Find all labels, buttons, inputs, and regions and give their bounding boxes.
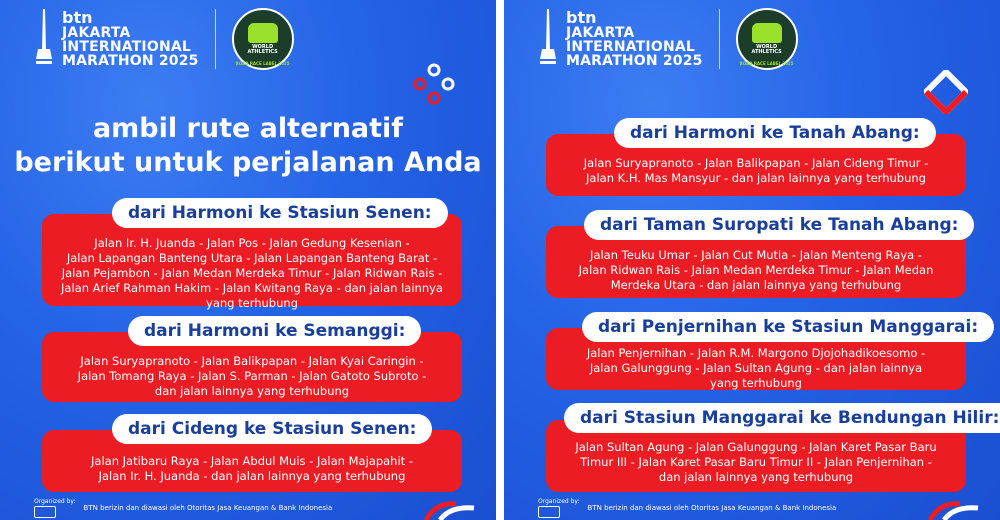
footer — [538, 498, 836, 518]
route-title: dari Harmoni ke Semanggi: — [128, 316, 421, 346]
left-panel — [0, 0, 496, 520]
wordmark-line1: JAKARTA — [62, 25, 131, 41]
corner-stripes-icon — [416, 498, 476, 520]
corner-stripes-icon — [920, 498, 980, 520]
organizer-logo-icon — [538, 506, 560, 518]
wordmark-line2: INTERNATIONAL — [62, 39, 192, 55]
badge-text: WORLD ATHLETICS — [247, 43, 278, 55]
regulatory-notice: BTN berizin dan diawasi oleh Otoritas Jasa Keuangan & Bank Indonesia — [587, 504, 837, 512]
header-divider — [719, 9, 720, 69]
organizer: Organized by: — [34, 498, 76, 518]
regulatory-notice: BTN berizin dan diawasi oleh Otoritas Jasa Keuangan & Bank Indonesia — [83, 504, 333, 512]
decor-diamond-icon — [924, 70, 968, 114]
route-description: Jalan Ir. H. Juanda - Jalan Pos - Jalan Gedung Kesenian - Jalan Lapangan Banteng Utara - Jalan Lapangan Banteng Barat - Jalan Pejambon - Jalan Medan Merdeka Timur - Jalan Ridwan Rais - Jalan Arief Rahman Hakim - Jalan Kwitang Raya - dan jalan lainnya yang terhubung — [61, 236, 443, 310]
decor-dots-icon — [412, 62, 456, 106]
footer — [34, 498, 332, 518]
right-panel — [504, 0, 1000, 520]
badge-ring-text: ROAD RACE LABEL 2025 — [235, 61, 290, 66]
route-title: dari Cideng ke Stasiun Senen: — [112, 414, 432, 444]
event-logo-header — [540, 8, 798, 70]
wordmark-line3: MARATHON 2025 — [62, 53, 199, 69]
route-title: dari Harmoni ke Stasiun Senen: — [112, 198, 448, 228]
route-title: dari Harmoni ke Tanah Abang: — [614, 118, 936, 148]
route-title: dari Stasiun Manggarai ke Bendungan Hilir: — [564, 403, 1000, 433]
route-title: dari Penjernihan ke Stasiun Manggarai: — [582, 312, 994, 342]
monas-icon — [540, 9, 556, 69]
world-athletics-badge — [736, 8, 798, 70]
world-athletics-badge — [232, 8, 294, 70]
event-wordmark — [62, 10, 199, 68]
event-logo-header — [36, 8, 294, 70]
badge-text: WORLD ATHLETICS — [751, 43, 782, 55]
route-description: Jalan Sultan Agung - Jalan Galunggung - Jalan Karet Pasar Baru Timur III - Jalan Karet Pasar Baru Timur II - Jalan Penjernihan - dan jalan lainnya yang terhubung — [575, 440, 937, 484]
headline-line2: berikut untuk perjalanan Anda — [14, 147, 482, 178]
route-description: Jalan Penjernihan - Jalan R.M. Margono Djojohadikoesomo - Jalan Galunggung - Jalan Sultan Agung - dan jalan lainnya yang terhubung — [586, 346, 926, 390]
wordmark-line3: MARATHON 2025 — [566, 53, 703, 69]
wordmark-line1: JAKARTA — [566, 25, 635, 41]
organizer: Organized by: — [538, 498, 580, 518]
organizer-logo-icon — [34, 506, 56, 518]
route-description: Jalan Jatibaru Raya - Jalan Abdul Muis - Jalan Majapahit - Jalan Ir. H. Juanda - dan jalan lainnya yang terhubung — [91, 454, 413, 483]
headline-line1: ambil rute alternatif — [92, 113, 404, 144]
route-title: dari Taman Suropati ke Tanah Abang: — [584, 210, 974, 240]
badge-emblem — [752, 23, 782, 43]
header-divider — [215, 9, 216, 69]
btn-logo: btn — [566, 8, 597, 27]
monas-icon — [36, 9, 52, 69]
event-wordmark — [566, 10, 703, 68]
wordmark-line2: INTERNATIONAL — [566, 39, 696, 55]
btn-logo: btn — [62, 8, 93, 27]
badge-ring-text: ROAD RACE LABEL 2025 — [739, 61, 794, 66]
route-description: Jalan Suryapranoto - Jalan Balikpapan - Jalan Kyai Caringin - Jalan Tomang Raya - Jalan S. Parman - Jalan Gatoto Subroto - dan jalan lainnya yang terhubung — [77, 354, 427, 398]
route-description: Jalan Teuku Umar - Jalan Cut Mutia - Jalan Menteng Raya - Jalan Ridwan Rais - Jalan Medan Merdeka Timur - Jalan Medan Merdeka Utara - dan jalan lainnya yang terhubung — [578, 248, 934, 292]
route-description: Jalan Suryapranoto - Jalan Balikpapan - Jalan Cideng Timur - Jalan K.H. Mas Mansyur - dan jalan lainnya yang terhubung — [583, 156, 929, 185]
headline — [0, 112, 496, 180]
badge-emblem — [248, 23, 278, 43]
